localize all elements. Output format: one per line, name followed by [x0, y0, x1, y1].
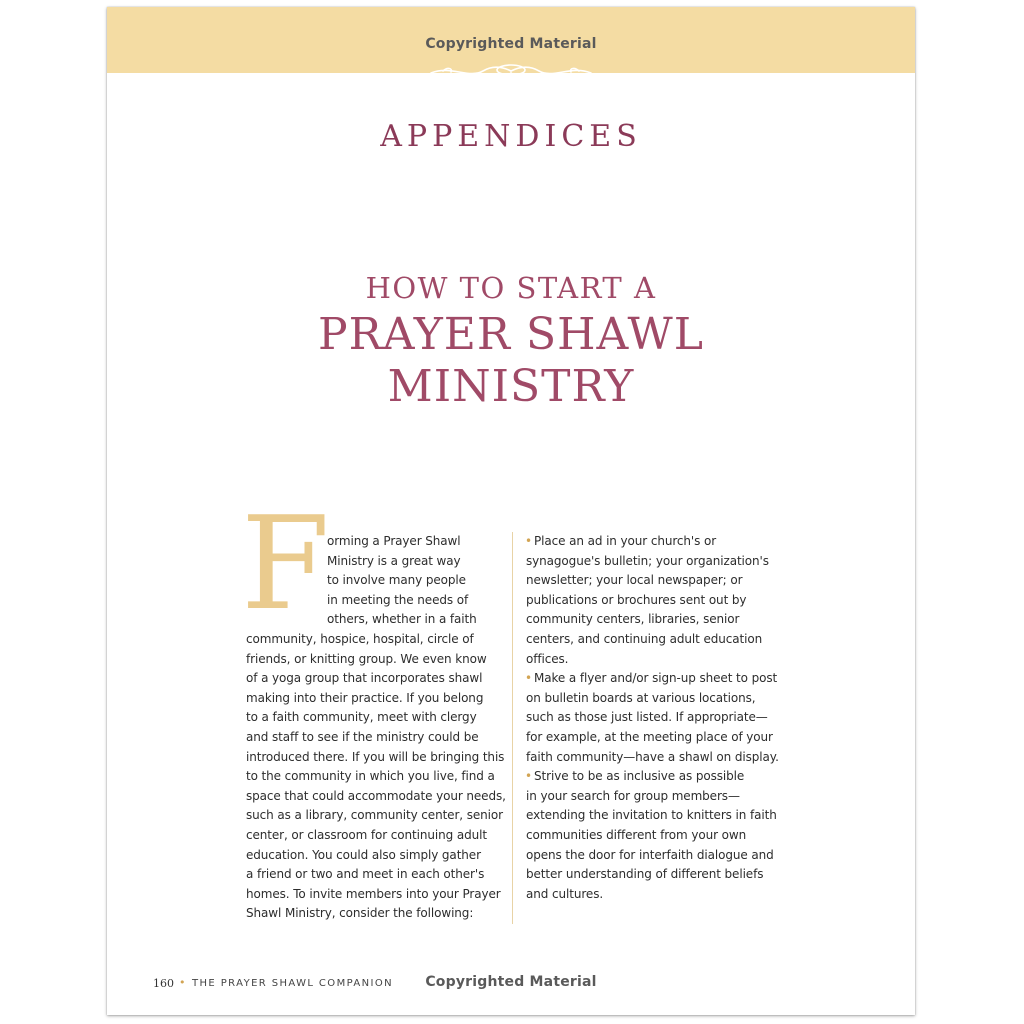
watermark-bottom: Copyrighted Material: [425, 974, 597, 990]
body-text-line: and cultures.: [526, 886, 604, 901]
body-text-line: for example, at the meeting place of your: [526, 730, 773, 744]
body-text-line: others, whether in a faith: [327, 612, 477, 627]
body-text-line: orming a Prayer Shawl: [327, 534, 461, 548]
body-text-line: community, hospice, hospital, circle of: [246, 632, 474, 646]
chapter-title-line-2: PRAYER SHAWL: [318, 309, 704, 360]
body-text-line: in your search for group members—: [526, 788, 740, 803]
body-text-line: such as a library, community center, senior: [246, 808, 503, 823]
body-text-line: Shawl Ministry, consider the following:: [246, 906, 474, 921]
drop-cap: F: [241, 490, 330, 639]
body-text-line: introduced there. If you will be bringing this: [246, 749, 505, 764]
chapter-title-line-3: MINISTRY: [387, 361, 635, 412]
body-text-line: faith community—have a shawl on display.: [526, 749, 779, 764]
bullet-icon: •: [525, 671, 533, 686]
body-text-line: in meeting the needs of: [327, 592, 469, 607]
body-text-line: newsletter; your local newspaper; or: [526, 573, 743, 588]
body-text-line: to involve many people: [327, 573, 466, 588]
footer-separator: •: [179, 976, 186, 989]
body-text-line: Make a flyer and/or sign-up sheet to post: [534, 671, 778, 686]
bullet-icon: •: [525, 534, 533, 548]
body-text-line: communities different from your own: [526, 828, 747, 842]
bullet-icon: •: [525, 769, 533, 784]
body-text-line: a friend or two and meet in each other's: [246, 867, 485, 882]
body-text-line: and staff to see if the ministry could be: [246, 730, 479, 744]
body-text-line: homes. To invite members into your Prayer: [246, 886, 501, 901]
body-text-line: making into their practice. If you belong: [246, 690, 484, 705]
page-number: 160: [153, 977, 174, 990]
body-text-line: center, or classroom for continuing adult: [246, 828, 487, 842]
body-text-line: centers, and continuing adult education: [526, 632, 763, 646]
body-text-line: to the community in which you live, find a: [246, 769, 495, 784]
body-text-line: on bulletin boards at various locations,: [526, 690, 756, 705]
body-text-line: of a yoga group that incorporates shawl: [246, 671, 483, 686]
body-text-line: extending the invitation to knitters in faith: [526, 808, 777, 823]
section-heading: APPENDICES: [380, 119, 642, 154]
body-text-line: to a faith community, meet with clergy: [246, 710, 477, 725]
body-text-line: Place an ad in your church's or: [534, 534, 717, 548]
body-text-line: Strive to be as inclusive as possible: [534, 769, 745, 784]
book-page: [107, 7, 915, 1015]
body-text-line: opens the door for interfaith dialogue and: [526, 847, 774, 862]
chapter-title-line-1: HOW TO START A: [365, 271, 657, 305]
body-text-line: synagogue's bulletin; your organization's: [526, 553, 769, 568]
ornament-flourish-icon: [421, 59, 601, 85]
watermark-top: Copyrighted Material: [425, 36, 597, 52]
running-footer-title: THE PRAYER SHAWL COMPANION: [192, 978, 394, 989]
body-text-line: Ministry is a great way: [327, 553, 461, 568]
body-text-line: better understanding of different beliefs: [526, 867, 764, 882]
body-text-line: publications or brochures sent out by: [526, 592, 747, 607]
column-divider: [512, 532, 513, 924]
body-text-line: community centers, libraries, senior: [526, 612, 740, 627]
body-text-line: offices.: [526, 651, 569, 666]
body-text-line: space that could accommodate your needs,: [246, 788, 506, 803]
body-text-line: friends, or knitting group. We even know: [246, 651, 487, 666]
body-text-line: such as those just listed. If appropriate—: [526, 710, 768, 725]
body-text-line: education. You could also simply gather: [246, 847, 481, 862]
